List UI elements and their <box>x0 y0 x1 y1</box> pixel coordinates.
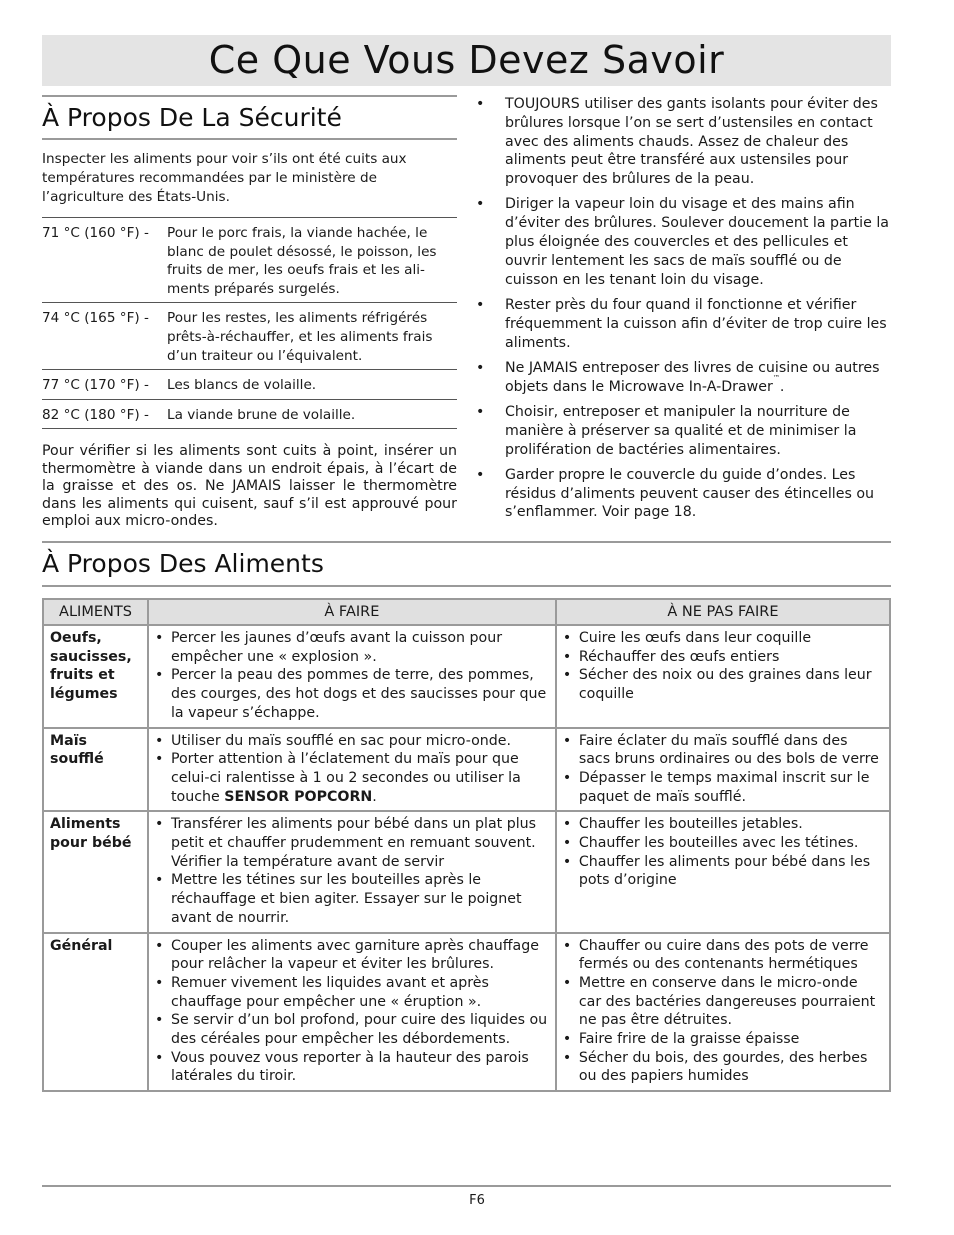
list-item: • Faire éclater du maïs soufflé dans des sacs bruns ordinaires ou des bols de verre <box>563 732 883 769</box>
list-item: • Utiliser du maïs soufflé en sac pour micro-onde. <box>155 732 549 751</box>
list-item: • Réchauffer des œufs entiers <box>563 648 883 667</box>
page-title: Ce Que Vous Devez Savoir <box>208 38 725 82</box>
temperature-label: 71 °C (160 °F) - <box>42 225 149 241</box>
trademark-symbol: ™ <box>772 373 780 382</box>
list-item: • Chauffer les bouteilles jetables. <box>563 815 883 834</box>
food-category: Général <box>43 933 148 1092</box>
list-item: • Faire frire de la graisse épaisse <box>563 1030 883 1049</box>
list-item: • Couper les aliments avec garniture après chauffage pour relâcher la vapeur et éviter les brûlures. <box>155 937 549 974</box>
temperature-description: La viande brune de volaille. <box>167 406 356 423</box>
dont-cell <box>556 625 890 728</box>
food-table <box>42 598 891 1092</box>
sensor-popcorn-key: SENSOR POPCORN <box>224 788 373 805</box>
safety-bullet <box>476 359 892 397</box>
do-cell <box>148 933 556 1092</box>
food-category: Maïs soufflé <box>43 728 148 812</box>
list-item: • Transférer les aliments pour bébé dans un plat plus petit et chauffer prudemment en remuant souvent. Vérifier la température avant de servir <box>155 815 549 871</box>
list-item: • Chauffer ou cuire dans des pots de verre fermés ou des contenants hermétiques <box>563 937 883 974</box>
list-item <box>155 750 549 806</box>
list-item: • Percer les jaunes d’œufs avant la cuisson pour empêcher une « explosion ». <box>155 629 549 666</box>
safety-right-column <box>476 95 892 529</box>
list-item: • Dépasser le temps maximal inscrit sur le paquet de maïs soufflé. <box>563 769 883 806</box>
list-item: • Se servir d’un bol profond, pour cuire des liquides ou des céréales pour empêcher les débordements. <box>155 1011 549 1048</box>
safety-heading: À Propos De La Sécurité <box>42 103 342 132</box>
list-item: • Sécher des noix ou des graines dans leur coquille <box>563 666 883 703</box>
table-row <box>43 625 890 728</box>
temperature-label: 77 °C (170 °F) - <box>42 377 149 394</box>
list-item: • Chauffer les aliments pour bébé dans les pots d’origine <box>563 853 883 890</box>
page-number: F6 <box>469 1193 485 1208</box>
dont-cell <box>556 811 890 932</box>
table-row <box>43 933 890 1092</box>
footer-rule <box>42 1185 891 1187</box>
temperature-table <box>42 217 457 429</box>
food-category: Oeufs, saucisses, fruits et légumes <box>43 625 148 728</box>
list-item: • Cuire les œufs dans leur coquille <box>563 629 883 648</box>
list-item: • Remuer vivement les liquides avant et après chauffage pour empêcher une « éruption ». <box>155 974 549 1011</box>
safety-bullet <box>476 195 892 289</box>
temperature-description: Pour les restes, les aliments réfrigérés prêts-à-réchauffer, et les aliments frais d’un traiteur ou l’équivalent. <box>167 310 433 364</box>
safety-bullet-list <box>476 95 892 522</box>
do-cell <box>148 728 556 812</box>
list-item: • Mettre les tétines sur les bouteilles après le réchauffage et bien agiter. Essayer sur le poignet avant de nourrir. <box>155 871 549 927</box>
dont-cell <box>556 728 890 812</box>
temperature-row <box>42 370 457 400</box>
table-row <box>43 811 890 932</box>
safety-left-column <box>42 95 457 545</box>
safety-bullet <box>476 296 892 352</box>
list-item-end: . <box>372 788 377 805</box>
do-cell <box>148 811 556 932</box>
thermometer-paragraph: Pour vérifier si les aliments sont cuits à point, insérer un thermomètre à viande dans un endroit épais, à l’écart de la graisse et des os. Ne JAMAIS laisser le thermomètre dans les aliments qui cuisent, sauf s’il est approuvé pour emploi aux micro-ondes. <box>42 443 457 530</box>
safety-bullet <box>476 95 892 189</box>
list-item: • Percer la peau des pommes de terre, des pommes, des courges, des hot dogs et des saucisses pour que la vapeur s’échappe. <box>155 666 549 722</box>
bullet-text: Garder propre le couvercle du guide d’ondes. Les résidus d’aliments peuvent causer des étincelles ou s’enflammer. Voir page 18. <box>505 466 875 521</box>
dont-cell <box>556 933 890 1092</box>
bullet-text: Choisir, entreposer et manipuler la nourriture de manière à préserver sa qualité et de minimiser la prolifération de bactéries alimentaires. <box>505 403 857 458</box>
bullet-end: . <box>779 378 785 395</box>
food-heading: À Propos Des Aliments <box>42 549 324 578</box>
bullet-text: TOUJOURS utiliser des gants isolants pour éviter des brûlures lorsque l’on se sert d’ustensiles en contact avec des aliments chauds. Assez de chaleur des aliments peut être transféré aux ustensiles pour provoquer des brûlures de la peau. <box>505 96 878 188</box>
do-cell <box>148 625 556 728</box>
title-bar <box>42 35 891 86</box>
temperature-row <box>42 303 457 370</box>
column-header-a-ne-pas-faire: À NE PAS FAIRE <box>556 599 890 625</box>
food-table-header <box>43 599 890 625</box>
food-category: Aliments pour bébé <box>43 811 148 932</box>
food-heading-bar <box>42 541 891 587</box>
column-header-a-faire: À FAIRE <box>148 599 556 625</box>
safety-bullet <box>476 403 892 459</box>
safety-bullet <box>476 466 892 522</box>
safety-heading-bar <box>42 95 457 140</box>
bullet-text: Ne JAMAIS entreposer des livres de cuisine ou autres objets dans le Microwave In-A-Drawer <box>505 359 880 395</box>
temperature-row <box>42 400 457 430</box>
temperature-label: 82 °C (180 °F) - <box>42 406 149 423</box>
list-item-text: Porter attention à l’éclatement du maïs pour que celui-ci ralentisse à 1 ou 2 secondes ou utiliser la touche <box>170 751 521 805</box>
temperature-description: Pour le porc frais, la viande hachée, le blanc de poulet désossé, le poisson, les fruits de mer, les oeufs frais et les ali-ments préparés surgelés. <box>167 225 437 297</box>
list-item: • Chauffer les bouteilles avec les tétines. <box>563 834 883 853</box>
temperature-row <box>42 218 457 303</box>
bullet-text: Diriger la vapeur loin du visage et des mains afin d’éviter des brûlures. Soulever doucement la partie la plus éloignée des couvercles et des pellicules et ouvrir lentement les sacs de maïs soufflé ou de cuisson en les tenant loin du visage. <box>505 196 889 288</box>
list-item: • Mettre en conserve dans le micro-onde car des bactéries dangereuses pourraient ne pas être détruites. <box>563 974 883 1030</box>
list-item: • Vous pouvez vous reporter à la hauteur des parois latérales du tiroir. <box>155 1049 549 1086</box>
safety-intro: Inspecter les aliments pour voir s’ils ont été cuits aux températures recommandées par le ministère de l’agriculture des États-Unis. <box>42 151 407 205</box>
column-header-aliments: ALIMENTS <box>43 599 148 625</box>
list-item: • Sécher du bois, des gourdes, des herbes ou des papiers humides <box>563 1049 883 1086</box>
bullet-text: Rester près du four quand il fonctionne et vérifier fréquemment la cuisson afin d’éviter de trop cuire les aliments. <box>505 296 887 351</box>
table-row <box>43 728 890 812</box>
temperature-label: 74 °C (165 °F) - <box>42 310 149 327</box>
temperature-description: Les blancs de volaille. <box>167 377 317 394</box>
